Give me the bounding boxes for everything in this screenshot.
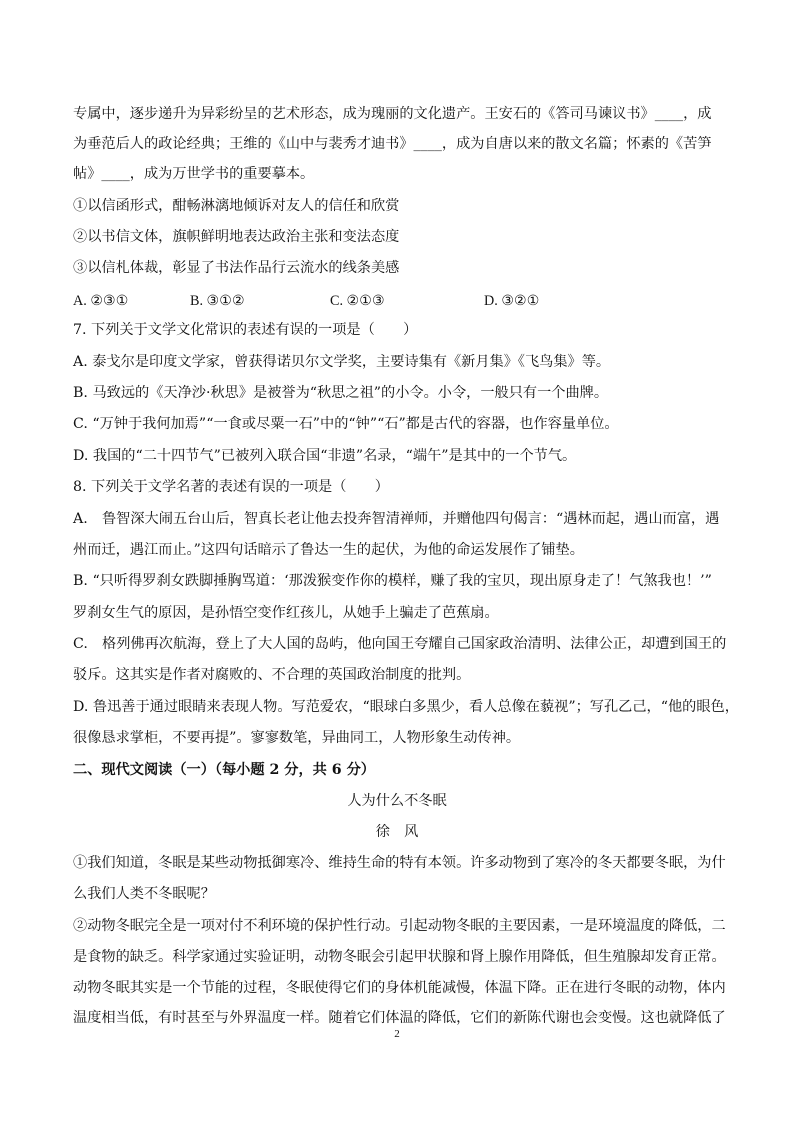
q7-option-d: D. 我国的“二十四节气”已被列入联合国“非遗”名录，“端午”是其中的一个节气。 [73, 448, 577, 464]
question-7: 7. 下列关于文学文化常识的表述有误的一项是（ ） [73, 322, 418, 338]
question-8: 8. 下列关于文学名著的表述有误的一项是（ ） [73, 479, 389, 495]
q7-option-c: C. “万钟于我何加焉”“一食或尽粟一石”中的“钟”“石”都是古代的容器，也作容量单位。 [73, 416, 619, 432]
q8-option-a-line-1: A. 鲁智深大闹五台山后，智真长老让他去投奔智清禅师，并赠他四句偈言：“遇林而起，遇山而富，遇 [73, 511, 720, 527]
article-line-4: 是食物的缺乏。科学家通过实验证明，动物冬眠会引起甲状腺和肾上腺作用降低，但生殖腺却发育正常。 [73, 949, 726, 965]
q8-option-a-line-2: 州而迁，遇江而止。”这四句话暗示了鲁达一生的起伏，为他的命运发展作了铺垫。 [73, 542, 584, 558]
sentence-3: ③以信札体裁，彰显了书法作品行云流水的线条美感 [73, 260, 400, 276]
option-6-d: D. ③②① [484, 293, 540, 309]
option-6-c: C. ②①③ [330, 293, 385, 309]
article-title: 人为什么不冬眠 [347, 793, 447, 809]
article-author: 徐 风 [375, 824, 419, 840]
page-number: 2 [394, 1028, 400, 1040]
passage-line-3: 帖》____，成为万世学书的重要摹本。 [73, 166, 315, 182]
article-line-3: ②动物冬眠完全是一项对付不利环境的保护性行动。引起动物冬眠的主要因素，一是环境温度的降低，二 [73, 918, 726, 934]
option-6-b: B. ③①② [190, 293, 245, 309]
sentence-2: ②以书信文体，旗帜鲜明地表达政治主张和变法态度 [73, 229, 400, 245]
q8-option-c-line-1: C. 格列佛再次航海，登上了大人国的岛屿，他向国王夸耀自己国家政治清明、法律公正，却遭到国王的 [73, 636, 727, 652]
q8-option-d-line-1: D. 鲁迅善于通过眼睛来表现人物。写范爱农，“眼球白多黑少，看人总像在藐视”；写孔乙己，“他的眼色， [73, 699, 739, 715]
q8-option-b-line-1: B. “只听得罗刹女跌脚捶胸骂道：‘那泼猴变作你的模样，赚了我的宝贝，现出原身走了！气煞我也！’” [73, 573, 712, 589]
q7-option-b: B. 马致远的《天净沙·秋思》是被誉为“秋思之祖”的小令。小令，一般只有一个曲牌。 [73, 385, 609, 401]
article-line-1: ①我们知道，冬眠是某些动物抵御寒冷、维持生命的特有本领。许多动物到了寒冷的冬天都要冬眠，为什 [73, 855, 726, 871]
article-line-6: 温度相当低，有时甚至与外界温度一样。随着它们体温的降低，它们的新陈代谢也会变慢。这也就降低了 [73, 1010, 726, 1026]
section-heading: 二、现代文阅读（一）（每小题 2 分，共 6 分） [73, 762, 375, 778]
q7-option-a: A. 泰戈尔是印度文学家，曾获得诺贝尔文学奖，主要诗集有《新月集》《飞鸟集》等。 [73, 354, 611, 370]
option-6-a: A. ②③① [73, 293, 129, 309]
q8-option-b-line-2: 罗刹女生气的原因，是孙悟空变作红孩儿，从她手上骗走了芭蕉扇。 [73, 605, 499, 621]
article-line-5: 动物冬眠其实是一个节能的过程，冬眠使得它们的身体机能减慢，体温下降。正在进行冬眠的动物，体内 [73, 980, 726, 996]
sentence-1: ①以信函形式，酣畅淋漓地倾诉对友人的信任和欣赏 [73, 198, 400, 214]
q8-option-c-line-2: 驳斥。这其实是作者对腐败的、不合理的英国政治制度的批判。 [73, 667, 471, 683]
article-line-2: 么我们人类不冬眠呢？ [73, 886, 215, 902]
q8-option-d-line-2: 很像恳求掌柜，不要再提”。寥寥数笔，异曲同工，人物形象生动传神。 [73, 730, 521, 746]
passage-line-1: 专属中，逐步递升为异彩纷呈的艺术形态，成为瑰丽的文化遗产。王安石的《答司马谏议书》____，成 [73, 106, 712, 122]
passage-line-2: 为垂范后人的政论经典；王维的《山中与裴秀才迪书》____，成为自唐以来的散文名篇；怀素的《苦笋 [73, 136, 712, 152]
